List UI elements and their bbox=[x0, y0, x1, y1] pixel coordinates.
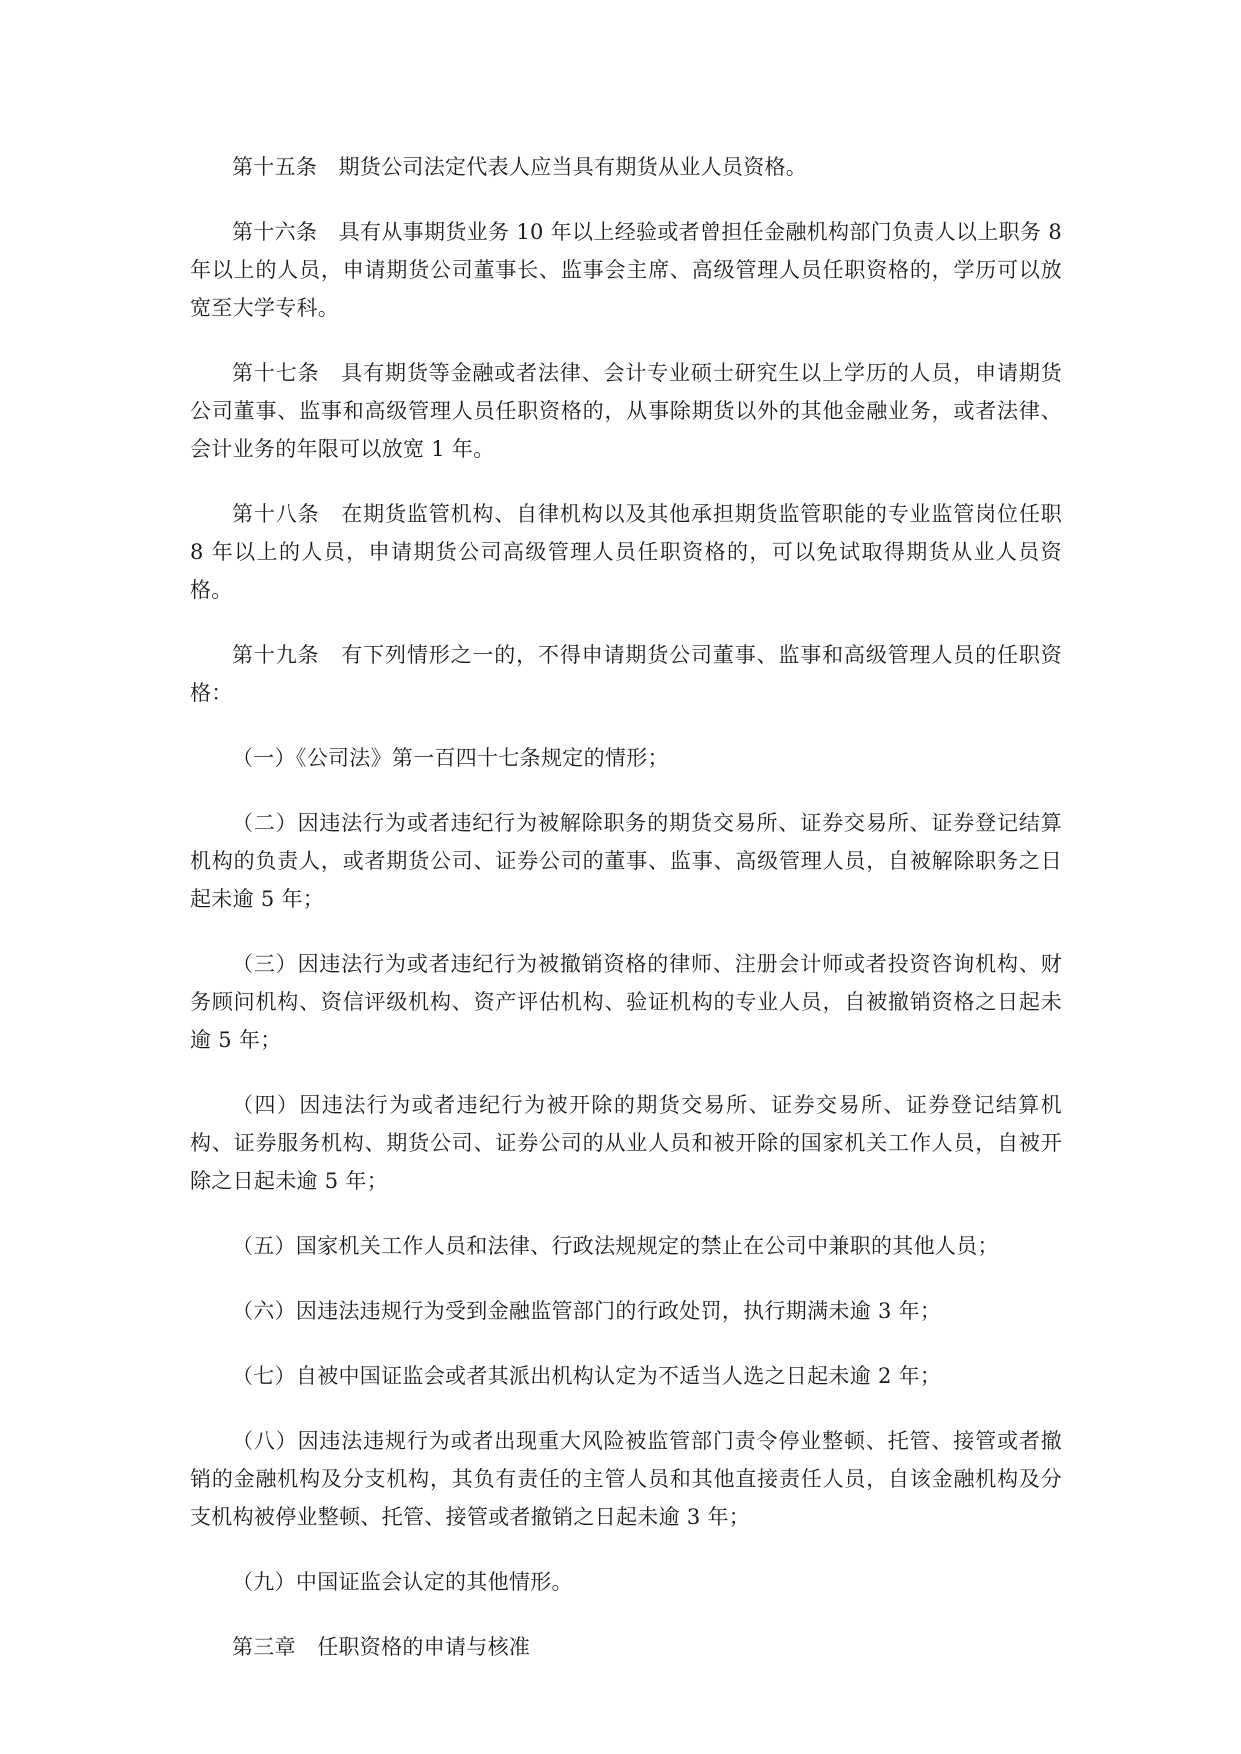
article-19-item-4: （四）因违法行为或者违纪行为被开除的期货交易所、证券交易所、证券登记结算机构、证券服务机构、期货公司、证券公司的从业人员和被开除的国家机关工作人员，自被开除之日起未逾 5 年； bbox=[190, 1093, 1062, 1193]
article-19-item-1: （一）《公司法》第一百四十七条规定的情形； bbox=[232, 746, 669, 770]
article-19-item-2: （二）因违法行为或者违纪行为被解除职务的期货交易所、证券交易所、证券登记结算机构的负责人，或者期货公司、证券公司的董事、监事、高级管理人员，自被解除职务之日起未逾 5 年； bbox=[190, 811, 1062, 911]
article-19: 第十九条 有下列情形之一的，不得申请期货公司董事、监事和高级管理人员的任职资格： bbox=[190, 643, 1062, 705]
article-16: 第十六条 具有从事期货业务 10 年以上经验或者曾担任金融机构部门负责人以上职务 8 年以上的人员，申请期货公司董事长、监事会主席、高级管理人员任职资格的，学历可以放宽至大学专科。 bbox=[190, 220, 1062, 320]
document-body bbox=[190, 148, 1062, 1693]
article-18: 第十八条 在期货监管机构、自律机构以及其他承担期货监管职能的专业监管岗位任职 8 年以上的人员，申请期货公司高级管理人员任职资格的，可以免试取得期货从业人员资格。 bbox=[190, 502, 1062, 602]
chapter-heading: 第三章 任职资格的申请与核准 bbox=[232, 1635, 531, 1659]
article-19-item-5: （五）国家机关工作人员和法律、行政法规规定的禁止在公司中兼职的其他人员； bbox=[232, 1234, 999, 1258]
article-19-item-7: （七）自被中国证监会或者其派出机构认定为不适当人选之日起未逾 2 年； bbox=[232, 1364, 942, 1388]
article-17: 第十七条 具有期货等金融或者法律、会计专业硕士研究生以上学历的人员，申请期货公司董事、监事和高级管理人员任职资格的，从事除期货以外的其他金融业务，或者法律、会计业务的年限可以放宽 1 年。 bbox=[190, 361, 1062, 461]
article-19-item-8: （八）因违法违规行为或者出现重大风险被监管部门责令停业整顿、托管、接管或者撤销的金融机构及分支机构，其负有责任的主管人员和其他直接责任人员，自该金融机构及分支机构被停业整顿、托管、接管或者撤销之日起未逾 3 年； bbox=[190, 1429, 1062, 1529]
article-15: 第十五条 期货公司法定代表人应当具有期货从业人员资格。 bbox=[232, 155, 808, 179]
article-19-item-3: （三）因违法行为或者违纪行为被撤销资格的律师、注册会计师或者投资咨询机构、财务顾问机构、资信评级机构、资产评估机构、验证机构的专业人员，自被撤销资格之日起未逾 5 年； bbox=[190, 952, 1062, 1052]
article-19-item-9: （九）中国证监会认定的其他情形。 bbox=[232, 1570, 573, 1594]
article-19-item-6: （六）因违法违规行为受到金融监管部门的行政处罚，执行期满未逾 3 年； bbox=[232, 1299, 942, 1323]
